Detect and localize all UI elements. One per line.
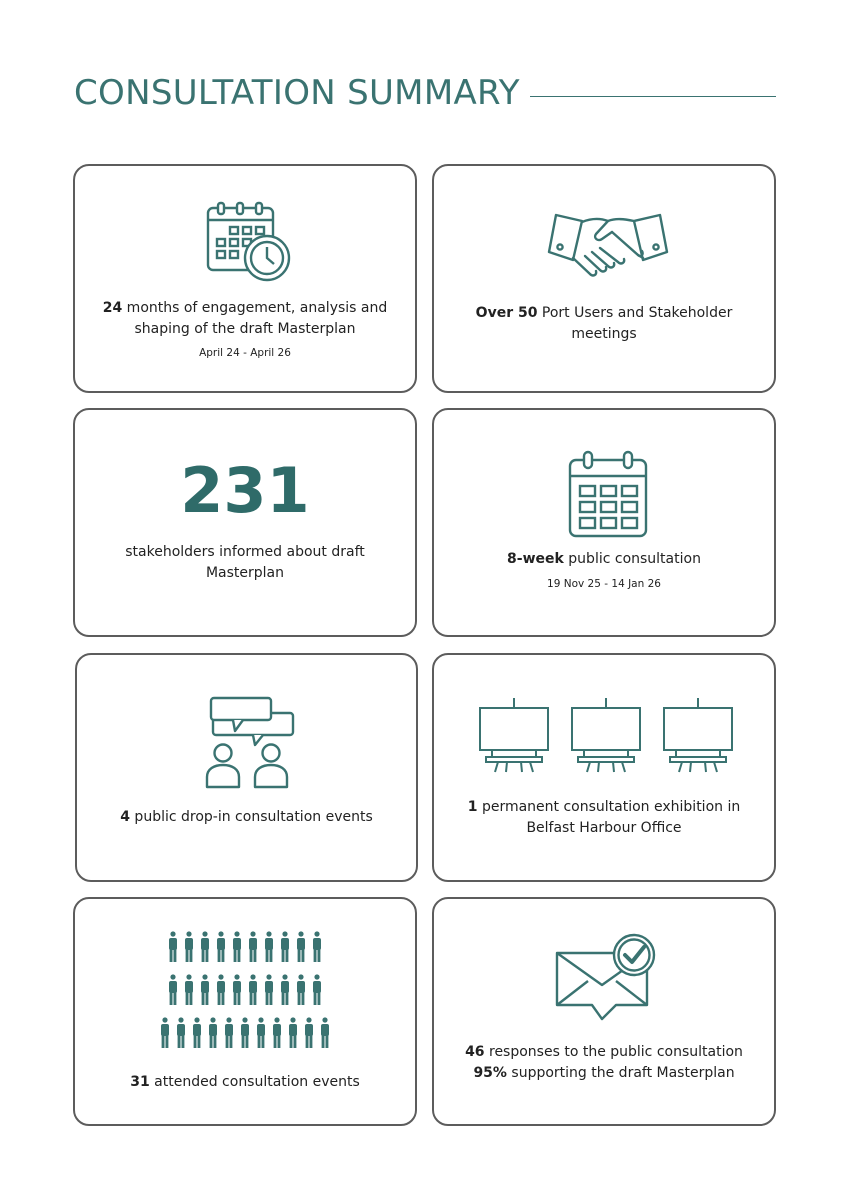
card-responses: [432, 897, 776, 1126]
stakeholders-count: 231: [180, 454, 310, 527]
page-title: CONSULTATION SUMMARY: [74, 73, 520, 113]
card-attendance: [73, 897, 417, 1126]
envelope-check-icon: [554, 933, 658, 1023]
card-text: 4 public drop-in consultation events: [120, 809, 373, 825]
conversation-icon: [197, 695, 297, 791]
card-stakeholder-meetings: [432, 164, 776, 393]
card-engagement-months: [73, 164, 417, 393]
calendar-icon: [566, 450, 650, 540]
handshake-icon: [546, 208, 670, 282]
card-drop-in-events: [75, 653, 418, 882]
card-text: stakeholders informed about draft Masterplan: [125, 544, 365, 581]
calendar-clock-icon: [205, 200, 291, 282]
card-text: Over 50 Port Users and Stakeholder meetings: [475, 305, 733, 342]
card-text: 24 months of engagement, analysis and shaping of the draft Masterplan: [102, 300, 388, 337]
card-text: 8-week public consultation: [507, 551, 701, 567]
easel-icon: [478, 695, 734, 775]
title-divider: [530, 96, 776, 97]
card-public-consultation: [432, 408, 776, 637]
card-date-range: 19 Nov 25 - 14 Jan 26: [547, 578, 661, 590]
card-stakeholders-informed: [73, 408, 417, 637]
card-text: 31 attended consultation events: [130, 1074, 360, 1090]
people-icon: [160, 929, 332, 1055]
card-exhibition: [432, 653, 776, 882]
card-text: 1 permanent consultation exhibition in Belfast Harbour Office: [467, 799, 741, 836]
card-date-range: April 24 - April 26: [199, 347, 291, 359]
card-text: 46 responses to the public consultation 95% supporting the draft Masterplan: [465, 1044, 743, 1081]
